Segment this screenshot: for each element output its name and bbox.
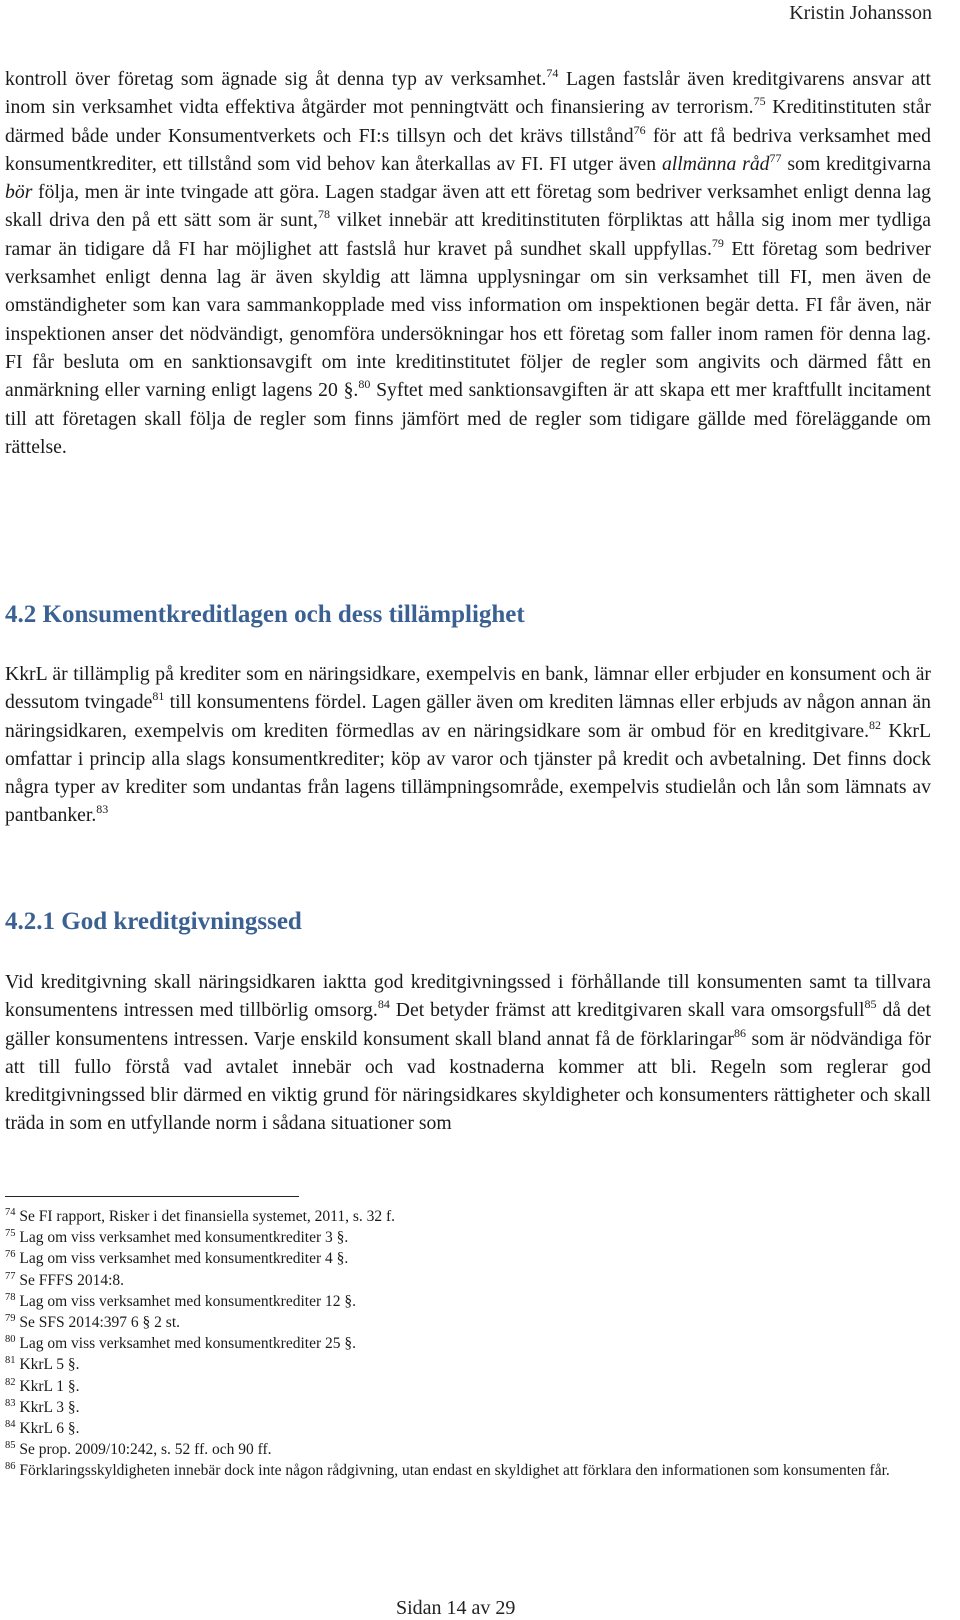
paragraph-good-credit-practice: Vid kreditgivning skall näringsidkaren iaktta god kreditgivningssed i förhållande till konsumenten samt ta tillvara konsumentens intressen med tillbörlig omsorg.$^{84}$ Det betyder främst att kreditgivaren skall vara omsorgsfull$^{85}$ då det gäller konsumentens intressen. Varje enskild konsument skall bland annat få de förklaringar$^{86}$ som är nödvändiga för att till fullo förstå vad avtalet innebär och vad kostnaderna kommer att bli. Regeln som reglerar god kreditgivningssed blir därmed en viktig grund för näringsidkares skyldigheter och konsumenters rättigheter och skall träda in som en utfyllande norm i sådana situationer som <box>5 971 932 1135</box>
footnote-ref-82[interactable]: 82 <box>869 717 882 732</box>
footnote-ref-77[interactable]: 77 <box>769 150 782 165</box>
footnote: $^{82}$ KkrL 1 §. <box>5 1376 80 1395</box>
footnote: $^{79}$ Se SFS 2014:397 6 § 2 st. <box>5 1313 181 1332</box>
footnote: $^{77}$ Se FFFS 2014:8. <box>5 1270 125 1289</box>
footnote-ref-80[interactable]: 80 <box>358 377 371 392</box>
footnote-ref-83[interactable]: 83 <box>96 802 109 817</box>
footnote-ref-81[interactable]: 81 <box>152 689 165 704</box>
running-header: Kristin Johansson <box>789 2 932 24</box>
footnote: $^{78}$ Lag om viss verksamhet med konsumentkrediter 12 §. <box>5 1291 357 1310</box>
footnote: $^{75}$ Lag om viss verksamhet med konsumentkrediter 3 §. <box>5 1228 349 1247</box>
paragraph-applicability: KkrL är tillämplig på krediter som en näringsidkare, exempelvis en bank, lämnar eller erbjuder en konsument och är dessutom tvingade$^{81}$ till konsumentens fördel. Lagen gäller även om krediten lämnas eller erbjuds av någon annan än näringsidkaren, exempelvis om krediten förmedlas av en näringsidkare som är ombud för en kreditgivare.$^{82}$ KkrL omfattar i princip alla slags konsumentkrediter; köp av varor och tjänster på kredit och avbetalning. Det finns dock några typer av krediter som undantas från lagens tillämpningsområde, exempelvis studielån och lån som lämnats av pantbanker.$^{83}$ <box>5 663 931 827</box>
footnote-separator <box>5 1196 299 1197</box>
footnote: $^{74}$ Se FI rapport, Risker i det finansiella systemet, 2011, s. 32 f. <box>5 1207 396 1225</box>
page-number: Sidan 14 av 29 <box>396 1597 516 1619</box>
footnote: $^{76}$ Lag om viss verksamhet med konsumentkrediter 4 §. <box>5 1249 349 1268</box>
footnote: $^{80}$ Lag om viss verksamhet med konsumentkrediter 25 §. <box>5 1334 357 1353</box>
section-heading-4-2-1: 4.2.1 God kreditgivningssed <box>5 908 302 935</box>
footnote-ref-75[interactable]: 75 <box>753 94 766 109</box>
footnote-ref-74[interactable]: 74 <box>546 66 559 80</box>
footnote: $^{83}$ KkrL 3 §. <box>5 1397 80 1416</box>
footnotes <box>5 1206 931 1482</box>
footnote-ref-76[interactable]: 76 <box>633 122 646 137</box>
footnote-ref-86[interactable]: 86 <box>734 1025 746 1040</box>
footnote-ref-84[interactable]: 84 <box>377 997 390 1012</box>
footnote-ref-85[interactable]: 85 <box>864 997 877 1012</box>
footnote: $^{85}$ Se prop. 2009/10:242, s. 52 ff. och 90 ff. <box>5 1440 272 1459</box>
section-heading-4-2: 4.2 Konsumentkreditlagen och dess tillämplighet <box>5 601 525 628</box>
paragraph-supervision: kontroll över företag som ägnade sig åt denna typ av verksamhet.$^{74}$ Lagen fastslår även kreditgivarens ansvar att inom sin verksamhet vidta effektiva åtgärder mot penningtvätt och finansiering av terrorism.$^{75}$ Kreditinstituten står därmed både under Konsumentverkets och FI:s tillsyn och det krävs tillstånd$^{76}$ för att få bedriva verksamhet med konsumentkrediter, ett tillstånd som vid behov kan återkallas av FI. FI utger även allmänna råd$^{77}$ som kreditgivarna bör följa, men är inte tvingade att göra. Lagen stadgar även att ett företag som bedriver verksamhet enligt denna lag skall driva den på ett sätt som är sunt,$^{78}$ vilket innebär att kreditinstituten förpliktas att hålla sig inom mer tydliga ramar än tidigare då FI har möjlighet att fastslå hur kravet på sundhet skall uppfyllas.$^{79}$ Ett företag som bedriver verksamhet enligt denna lag är även skyldig att lämna upplysningar om sin verksamhet till FI, men även de omständigheter som kan vara sammankopplade med viss information om inspektionen begär detta. FI får även, när inspektionen anser det nödvändigt, genomföra undersökningar hos ett företag som faller inom ramen för denna lag. FI får besluta om en sanktionsavgift om inte kreditinstitutet följer de regler som angivits och därmed fått en anmärkning eller varning enligt lagens 20 §.$^{80}$ Syftet med sanktionsavgiften är att skapa ett mer kraftfullt incitament till att företagen skall följa de regler som finns jämfört med de regler som tidigare gällde med föreläggande om rättelse. <box>5 66 932 458</box>
footnote-ref-78[interactable]: 78 <box>317 207 330 222</box>
footnote: $^{81}$ KkrL 5 §. <box>5 1355 80 1374</box>
footnote-ref-79[interactable]: 79 <box>711 235 724 250</box>
footnote: $^{84}$ KkrL 6 §. <box>5 1419 80 1438</box>
footnote: $^{86}$ Förklaringsskyldigheten innebär dock inte någon rådgivning, utan endast en skyldighet att förklara den informationen som konsumenten får. <box>5 1461 890 1480</box>
